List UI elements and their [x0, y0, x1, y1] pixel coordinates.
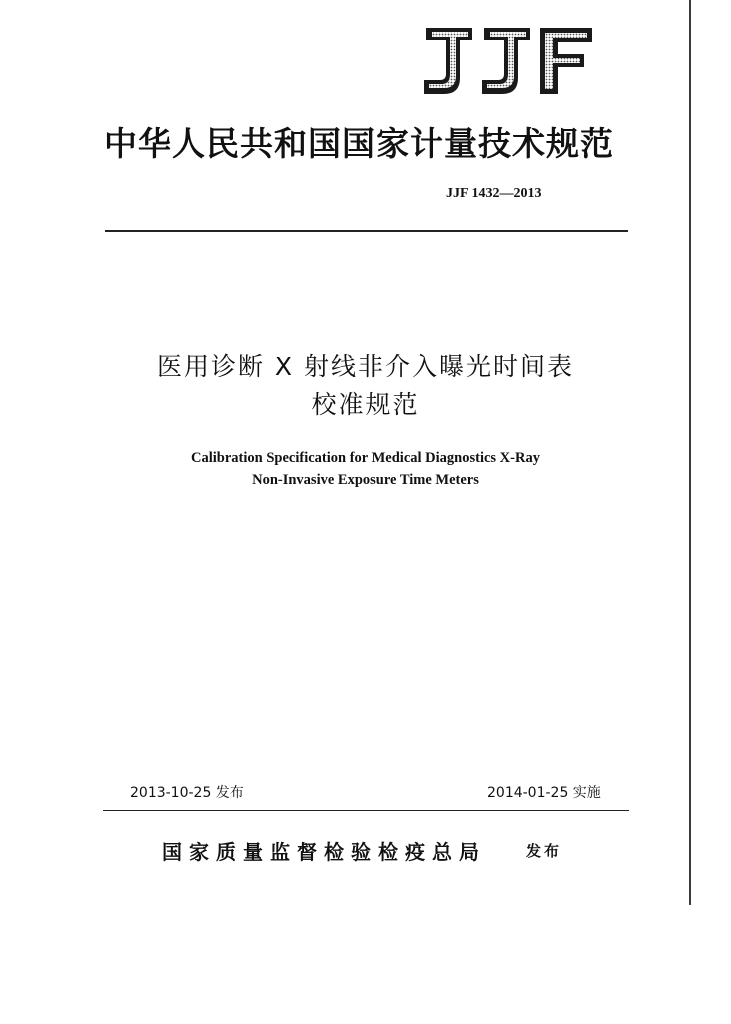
- standard-number: JJF 1432—2013: [446, 186, 542, 201]
- logo-letter-j1: [424, 28, 472, 94]
- logo-letter-j2: [482, 28, 530, 94]
- implementation-date: 2014-01-25 实施: [487, 785, 601, 801]
- bottom-divider: [103, 810, 629, 811]
- english-title-line-1: Calibration Specification for Medical Diagnostics X-Ray: [191, 450, 540, 466]
- english-title-line-2: Non-Invasive Exposure Time Meters: [252, 472, 479, 488]
- top-divider: [105, 230, 628, 232]
- issuing-authority-title: 中华人民共和国国家计量技术规范: [104, 124, 614, 163]
- logo-letter-f: [540, 28, 592, 94]
- issuer-name: 国家质量监督检验检疫总局: [162, 840, 486, 864]
- issuer-suffix: 发布: [526, 842, 563, 860]
- issue-date: 2013-10-25 发布: [130, 785, 244, 801]
- jjf-logo: [420, 24, 595, 98]
- chinese-title-line-1: 医用诊断 X 射线非介入曝光时间表: [156, 352, 575, 381]
- chinese-title-line-2: 校准规范: [311, 390, 420, 419]
